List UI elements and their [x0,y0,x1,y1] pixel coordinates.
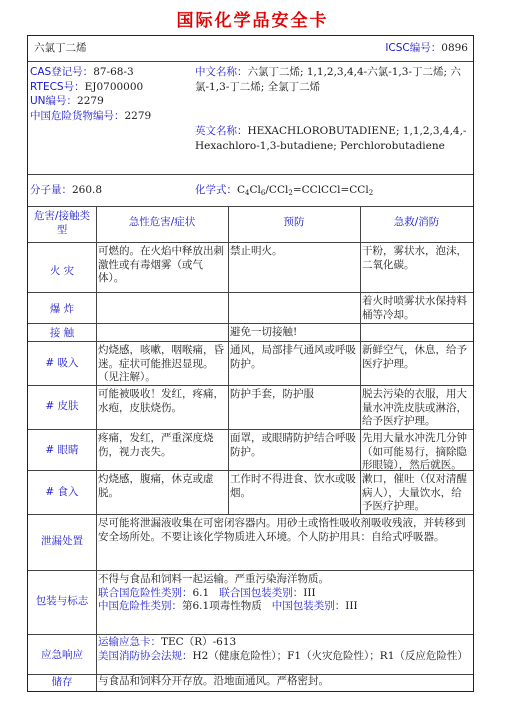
nfpa-rating: 美国消防协会法规：H2（健康危险性）；F1（火灾危险性）；R1（反应危险性） [98,649,468,662]
col-header-prevention: 预防 [283,216,305,228]
inhalation-hazard: 灼烧感，咳嗽，咽喉痛，昏迷。症状可能推迟显现。（见注解）。 [98,344,224,383]
package-text [96,572,473,615]
package-transport-note: 不得与食品和饲料一起运输。严重污染海洋物质。 [98,573,329,585]
inhalation-aid: 新鲜空气，休息，给予医疗护理。 [362,344,467,370]
contact-prevention: 避免一切接触! [230,326,298,338]
cas-number: CAS登记号：87-68-3 [30,66,134,78]
chemical-name: 六氯丁二烯 [34,42,87,54]
emergency-section [28,634,473,674]
china-classification: 中国危险性类别：第6.1项毒性物质 中国包装类别：III [98,600,358,612]
package-label: 包装与标志 [35,595,89,607]
row-label-explosion: 爆 炸 [49,303,75,315]
row-label-ingestion: # 食入 [45,486,79,498]
package-section [28,570,473,634]
ingestion-prevention: 工作时不得进食、饮水或吸烟。 [230,473,356,499]
row-label-inhalation: # 吸入 [45,357,79,369]
chemical-formula: 化学式：$C_4Cl_6/CCl_2=CClCCl=CCl_2$ [195,184,374,197]
english-names: 英文名称：HEXACHLOROBUTADIENE; 1,1,2,3,4,4,-Hexachloro-1,3-butadiene; Perchlorobutadiene [195,125,467,152]
chinese-names: 中文名称：六氯丁二烯; 1,1,2,3,4,4-六氯-1,3-丁二烯; 六氯-1,3-丁二烯; 全氯丁二烯 [195,66,461,93]
un-number: UN编号：2279 [30,95,104,107]
emergency-label: 应急响应 [41,649,83,661]
storage-section [28,674,473,691]
icsc-number: ICSC编号：0896 [385,42,468,54]
identifiers-section [28,61,473,175]
skin-prevention: 防护手套，防护服 [230,388,314,400]
card-header [28,36,473,62]
skin-aid: 脱去污染的衣服，用大量水冲洗皮肤或淋浴，给予医疗护理。 [362,388,467,427]
page-title: 国际化学品安全卡 [176,11,329,31]
eyes-aid: 先用大量水冲洗几分钟（如可能易行，摘除隐形眼镜），然后就医。 [362,432,467,471]
contact-hazard [96,325,228,327]
row-label-skin: # 皮肤 [45,400,79,412]
un-classification: 联合国危险性类别：6.1 联合国包装类别：III [98,586,316,599]
explosion-prevention [228,294,360,296]
fire-prevention: 禁止明火。 [230,245,283,257]
storage-text: 与食品和饲料分开存放。沿地面通风。严格密封。 [98,675,329,687]
col-header-aid: 急救/消防 [393,216,440,228]
molecular-weight: 分子量：260.8 [30,184,103,196]
eyes-prevention: 面罩，或眼睛防护结合呼吸防护。 [230,432,356,458]
fire-hazard: 可燃的。在火焰中释放出刺激性或有毒烟雾（或气体）。 [98,245,224,284]
china-dg-number: 中国危险货物编号：2279 [30,109,152,122]
hazard-table [28,206,473,514]
emergency-text [96,635,473,664]
spill-text: 尽可能将泄漏液收集在可密闭容器内。用砂土或惰性吸收剂吸收残液，并转移到安全场所处。不要让该化学物质进入环境。个人防护用具：自给式呼吸器。 [98,517,466,543]
rtecs-number: RTECS号：EJ0700000 [30,80,144,93]
col-header-hazard: 急性危害/症状 [128,216,196,228]
ingestion-hazard: 灼烧感，腹痛，休克或虚脱。 [98,473,214,499]
skin-hazard: 可能被吸收！发红，疼痛，水疱，皮肤烧伤。 [98,388,224,414]
storage-label: 储存 [51,676,73,688]
spill-section [28,514,473,570]
fire-aid: 干粉，雾状水，泡沫，二氧化碳。 [362,245,467,271]
spill-label: 泄漏处置 [41,535,83,547]
row-label-eyes: # 眼睛 [45,444,79,456]
formula-section [28,174,473,207]
col-header-type: 危害/接触类型 [33,210,91,236]
inhalation-prevention: 通风，局部排气通风或呼吸防护。 [230,344,356,370]
safety-card [27,35,474,692]
explosion-aid: 着火时喷雾状水保持料桶等冷却。 [362,295,467,321]
explosion-hazard [96,294,228,296]
eyes-hazard: 疼痛，发红，严重深度烧伤，视力丧失。 [98,432,214,458]
registry-ids [28,64,193,124]
contact-aid [360,325,473,327]
row-label-fire: 火 灾 [49,265,75,277]
row-label-contact: 接 触 [49,327,75,339]
transport-emergency-card: 运输应急卡：TEC（R）-613 [98,636,237,648]
ingestion-aid: 漱口，催吐（仅对清醒病人），大量饮水，给予医疗护理。 [362,473,467,512]
